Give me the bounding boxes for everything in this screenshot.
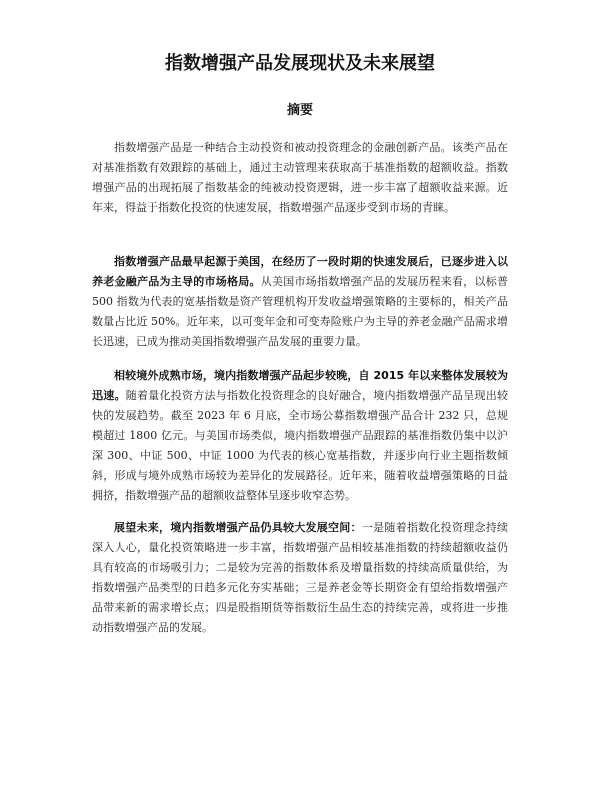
paragraph-lead: 展望未来，境内指数增强产品仍具较大发展空间： bbox=[114, 521, 362, 534]
paragraph-text: 指数增强产品是一种结合主动投资和被动投资理念的金融创新产品。该类产品在对基准指数有效跟踪的基础上，通过主动管理来获取高于基准指数的超额收益。指数增强产品的出现拓展了指数基金的纯被动投资逻辑，进一步丰富了超额收益来源。近年来，得益于指数化投资的快速发展，指数增强产品逐步受到市场的青睐。 bbox=[92, 141, 508, 214]
abstract-paragraph-3 bbox=[92, 366, 508, 506]
paragraph-lead: 相较境外成熟市场，境内指数增强产品起步较晚，自 2015 年以来整体发展较为迅速。 bbox=[92, 369, 508, 402]
abstract-heading: 摘要 bbox=[286, 103, 313, 118]
paragraph-lead: 指数增强产品最早起源于美国，在经历了一段时期的快速发展后，已逐步进入以养老金融产品为主导的市场格局。 bbox=[92, 255, 508, 288]
paragraph-text: 从美国市场指数增强产品的发展历程来看，以标普 500 指数为代表的宽基指数是资产管理机构开发收益增强策略的主要标的，相关产品数量占比近 50%。近年来，以可变年金和可变寿险账户为主导的养老金融产品需求增长迅速，已成为推动美国指数增强产品发展的重要力量。 bbox=[92, 275, 508, 348]
paragraph-text: 一是随着指数化投资理念持续深入人心，量化投资策略进一步丰富，指数增强产品相较基准指数的持续超额收益仍具有较高的市场吸引力；二是较为完善的指数体系及增量指数的持续高质量供给，为指数增强产品类型的日趋多元化夯实基础；三是养老金等长期资金有望给指数增强产品带来新的需求增长点；四是股指期货等指数衍生品生态的持续完善，或将进一步推动指数增强产品的发展。 bbox=[92, 521, 509, 634]
abstract-paragraph-4 bbox=[92, 518, 508, 638]
abstract-paragraph-1 bbox=[92, 138, 508, 218]
document-title: 指数增强产品发展现状及未来展望 bbox=[165, 53, 435, 74]
paragraph-text: 随着量化投资方法与指数化投资理念的良好融合，境内指数增强产品呈现出较快的发展趋势。截至 2023 年 6 月底，全市场公募指数增强产品合计 232 只，总规模超过 1800 亿元。与美国市场类似，境内指数增强产品跟踪的基准指数仍集中以沪深 300、中证 500、中证 1000 为代表的核心宽基指数，并逐步向行业主题指数倾斜，形成与境外成熟市场较为差异化的发展路径。近年来，随着收益增强策略的日益拥挤，指数增强产品的超额收益整体呈逐步收窄态势。 bbox=[92, 389, 508, 502]
abstract-paragraph-2 bbox=[92, 252, 508, 352]
